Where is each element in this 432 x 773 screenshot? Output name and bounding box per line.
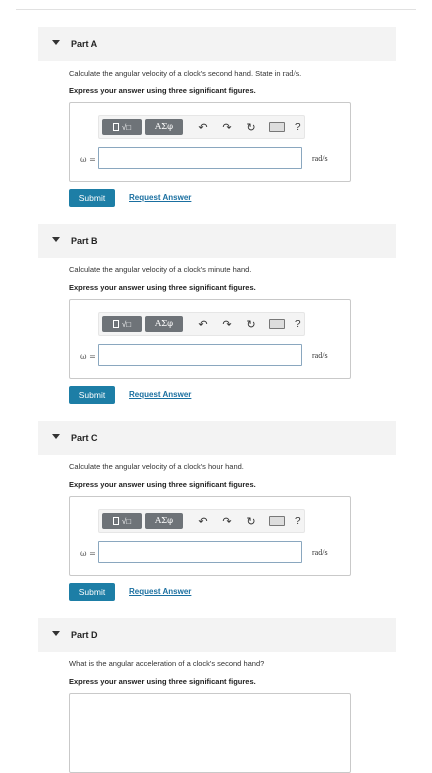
request-answer-link[interactable]: Request Answer [129,587,192,596]
variable-label: ω = [80,155,96,164]
help-icon[interactable]: ? [295,515,301,527]
redo-icon[interactable]: ↷ [222,515,232,528]
collapse-caret-icon[interactable] [52,434,60,439]
collapse-caret-icon[interactable] [52,631,60,636]
part-title: Part D [71,630,98,640]
part-d-header[interactable] [38,618,396,652]
question-prompt: What is the angular acceleration of a clock's second hand? [69,659,265,668]
templates-button[interactable] [102,119,142,135]
answer-input[interactable] [98,344,302,366]
answer-input[interactable] [98,147,302,169]
templates-button[interactable] [102,316,142,332]
submit-button[interactable]: Submit [69,583,115,601]
units-label: rad/s [312,351,328,360]
part-c-header[interactable] [38,421,396,455]
question-prompt [69,68,301,78]
answer-instructions: Express your answer using three significant figures. [69,86,256,95]
answer-box [69,102,351,182]
prompt-text: Calculate the angular velocity of a clock's second hand. State in [69,69,283,78]
answer-box [69,496,351,576]
question-prompt: Calculate the angular velocity of a clock's hour hand. [69,462,244,471]
collapse-caret-icon[interactable] [52,237,60,242]
templates-button[interactable] [102,513,142,529]
greek-symbols-button[interactable]: ΑΣφ [145,513,183,529]
part-title: Part C [71,433,98,443]
answer-input[interactable] [98,541,302,563]
submit-button[interactable]: Submit [69,386,115,404]
greek-symbols-button[interactable]: ΑΣφ [145,316,183,332]
undo-icon[interactable]: ↶ [198,515,208,528]
template-square-icon [113,123,119,131]
part-a-header[interactable] [38,27,396,61]
answer-box [69,299,351,379]
math-toolbar [98,509,305,533]
keyboard-icon[interactable] [269,516,285,526]
template-square-icon [113,320,119,328]
help-icon[interactable]: ? [295,121,301,133]
part-b-header[interactable] [38,224,396,258]
collapse-caret-icon[interactable] [52,40,60,45]
units-label: rad/s [312,154,328,163]
math-toolbar [98,312,305,336]
redo-icon[interactable]: ↷ [222,318,232,331]
variable-label: ω = [80,549,96,558]
prompt-end: . [299,69,302,78]
keyboard-icon[interactable] [269,319,285,329]
top-divider [16,9,416,10]
reset-icon[interactable]: ↻ [246,121,256,134]
templates-label: √□ [121,319,132,329]
keyboard-icon[interactable] [269,122,285,132]
templates-label: √□ [121,122,132,132]
reset-icon[interactable]: ↻ [246,318,256,331]
help-icon[interactable]: ? [295,318,301,330]
prompt-unit: rad/s [282,68,300,78]
undo-icon[interactable]: ↶ [198,121,208,134]
question-prompt: Calculate the angular velocity of a clock's minute hand. [69,265,252,274]
redo-icon[interactable]: ↷ [222,121,232,134]
submit-button[interactable]: Submit [69,189,115,207]
undo-icon[interactable]: ↶ [198,318,208,331]
answer-instructions: Express your answer using three significant figures. [69,480,256,489]
answer-instructions: Express your answer using three significant figures. [69,677,256,686]
units-label: rad/s [312,548,328,557]
reset-icon[interactable]: ↻ [246,515,256,528]
variable-label: ω = [80,352,96,361]
answer-box [69,693,351,773]
part-title: Part A [71,39,98,49]
request-answer-link[interactable]: Request Answer [129,390,192,399]
part-title: Part B [71,236,98,246]
request-answer-link[interactable]: Request Answer [129,193,192,202]
template-square-icon [113,517,119,525]
answer-instructions: Express your answer using three significant figures. [69,283,256,292]
math-toolbar [98,115,305,139]
templates-label: √□ [121,516,132,526]
greek-symbols-button[interactable]: ΑΣφ [145,119,183,135]
